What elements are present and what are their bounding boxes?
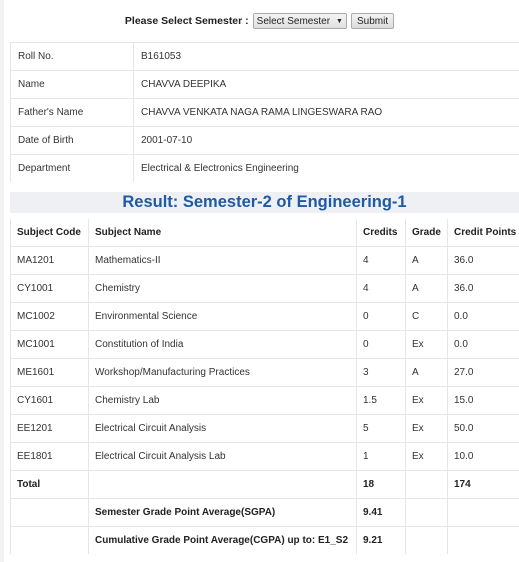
subject-name: Environmental Science bbox=[89, 303, 357, 331]
info-row-father bbox=[11, 99, 519, 127]
subject-grade: A bbox=[406, 247, 448, 275]
cgpa-empty-cell bbox=[11, 527, 89, 555]
total-credits: 18 bbox=[357, 471, 406, 499]
info-key: Department bbox=[11, 155, 134, 183]
subject-points: 36.0 bbox=[448, 247, 519, 275]
marks-table bbox=[10, 219, 519, 554]
left-page-edge bbox=[0, 0, 4, 562]
cgpa-empty-cell bbox=[406, 527, 448, 555]
table-row bbox=[11, 443, 519, 471]
semester-select-value: Select Semester bbox=[256, 15, 331, 27]
total-empty-cell bbox=[406, 471, 448, 499]
subject-credits: 4 bbox=[357, 247, 406, 275]
sgpa-empty-cell bbox=[11, 499, 89, 527]
cgpa-value: 9.21 bbox=[357, 527, 406, 555]
subject-grade: Ex bbox=[406, 415, 448, 443]
info-value: CHAVVA DEEPIKA bbox=[134, 71, 519, 99]
submit-button[interactable]: Submit bbox=[351, 13, 394, 29]
info-key: Roll No. bbox=[11, 43, 134, 71]
subject-credits: 1 bbox=[357, 443, 406, 471]
subject-points: 15.0 bbox=[448, 387, 519, 415]
info-key: Name bbox=[11, 71, 134, 99]
subject-code: ME1601 bbox=[11, 359, 89, 387]
subject-code: MC1002 bbox=[11, 303, 89, 331]
result-title: Result: Semester-2 of Engineering-1 bbox=[10, 192, 519, 213]
subject-name: Mathematics-II bbox=[89, 247, 357, 275]
semester-select[interactable] bbox=[253, 13, 347, 29]
cgpa-label: Cumulative Grade Point Average(CGPA) up to: E1_S2 bbox=[89, 527, 357, 555]
subject-code: MC1001 bbox=[11, 331, 89, 359]
cgpa-row bbox=[11, 527, 519, 555]
total-row bbox=[11, 471, 519, 499]
header-credits: Credits bbox=[357, 219, 406, 247]
subject-points: 10.0 bbox=[448, 443, 519, 471]
subject-name: Chemistry Lab bbox=[89, 387, 357, 415]
table-row bbox=[11, 387, 519, 415]
subject-name: Workshop/Manufacturing Practices bbox=[89, 359, 357, 387]
subject-grade: Ex bbox=[406, 443, 448, 471]
info-row-name bbox=[11, 71, 519, 99]
subject-credits: 0 bbox=[357, 303, 406, 331]
info-value: CHAVVA VENKATA NAGA RAMA LINGESWARA RAO bbox=[134, 99, 519, 127]
subject-credits: 0 bbox=[357, 331, 406, 359]
table-row bbox=[11, 247, 519, 275]
semester-selector-bar bbox=[0, 0, 519, 42]
header-subject-code: Subject Code bbox=[11, 219, 89, 247]
subject-points: 36.0 bbox=[448, 275, 519, 303]
table-row bbox=[11, 331, 519, 359]
total-points: 174 bbox=[448, 471, 519, 499]
header-subject-name: Subject Name bbox=[89, 219, 357, 247]
subject-credits: 1.5 bbox=[357, 387, 406, 415]
info-row-department bbox=[11, 155, 519, 183]
subject-name: Electrical Circuit Analysis bbox=[89, 415, 357, 443]
info-value: B161053 bbox=[134, 43, 519, 71]
info-value: 2001-07-10 bbox=[134, 127, 519, 155]
info-value: Electrical & Electronics Engineering bbox=[134, 155, 519, 183]
semester-select-label: Please Select Semester : bbox=[124, 15, 249, 27]
dropdown-arrow-icon: ▼ bbox=[336, 17, 343, 25]
subject-name: Constitution of India bbox=[89, 331, 357, 359]
table-row bbox=[11, 303, 519, 331]
table-row bbox=[11, 359, 519, 387]
subject-grade: Ex bbox=[406, 331, 448, 359]
subject-credits: 5 bbox=[357, 415, 406, 443]
sgpa-value: 9.41 bbox=[357, 499, 406, 527]
sgpa-row bbox=[11, 499, 519, 527]
sgpa-label: Semester Grade Point Average(SGPA) bbox=[89, 499, 357, 527]
subject-points: 0.0 bbox=[448, 331, 519, 359]
total-label: Total bbox=[11, 471, 89, 499]
subject-code: EE1801 bbox=[11, 443, 89, 471]
info-key: Date of Birth bbox=[11, 127, 134, 155]
table-row bbox=[11, 275, 519, 303]
sgpa-empty-cell bbox=[448, 499, 519, 527]
subject-code: MA1201 bbox=[11, 247, 89, 275]
subject-points: 50.0 bbox=[448, 415, 519, 443]
total-empty-cell bbox=[89, 471, 357, 499]
subject-code: CY1601 bbox=[11, 387, 89, 415]
subject-points: 27.0 bbox=[448, 359, 519, 387]
subject-grade: A bbox=[406, 275, 448, 303]
subject-grade: C bbox=[406, 303, 448, 331]
cgpa-empty-cell bbox=[448, 527, 519, 555]
header-grade: Grade bbox=[406, 219, 448, 247]
subject-code: EE1201 bbox=[11, 415, 89, 443]
subject-name: Chemistry bbox=[89, 275, 357, 303]
subject-grade: A bbox=[406, 359, 448, 387]
subject-points: 0.0 bbox=[448, 303, 519, 331]
subject-name: Electrical Circuit Analysis Lab bbox=[89, 443, 357, 471]
marks-header-row bbox=[11, 219, 519, 247]
info-row-dob bbox=[11, 127, 519, 155]
subject-code: CY1001 bbox=[11, 275, 89, 303]
info-row-roll bbox=[11, 43, 519, 71]
subject-credits: 3 bbox=[357, 359, 406, 387]
table-row bbox=[11, 415, 519, 443]
student-info-table bbox=[10, 42, 519, 182]
subject-grade: Ex bbox=[406, 387, 448, 415]
header-credit-points: Credit Points bbox=[448, 219, 519, 247]
subject-credits: 4 bbox=[357, 275, 406, 303]
sgpa-empty-cell bbox=[406, 499, 448, 527]
info-key: Father's Name bbox=[11, 99, 134, 127]
